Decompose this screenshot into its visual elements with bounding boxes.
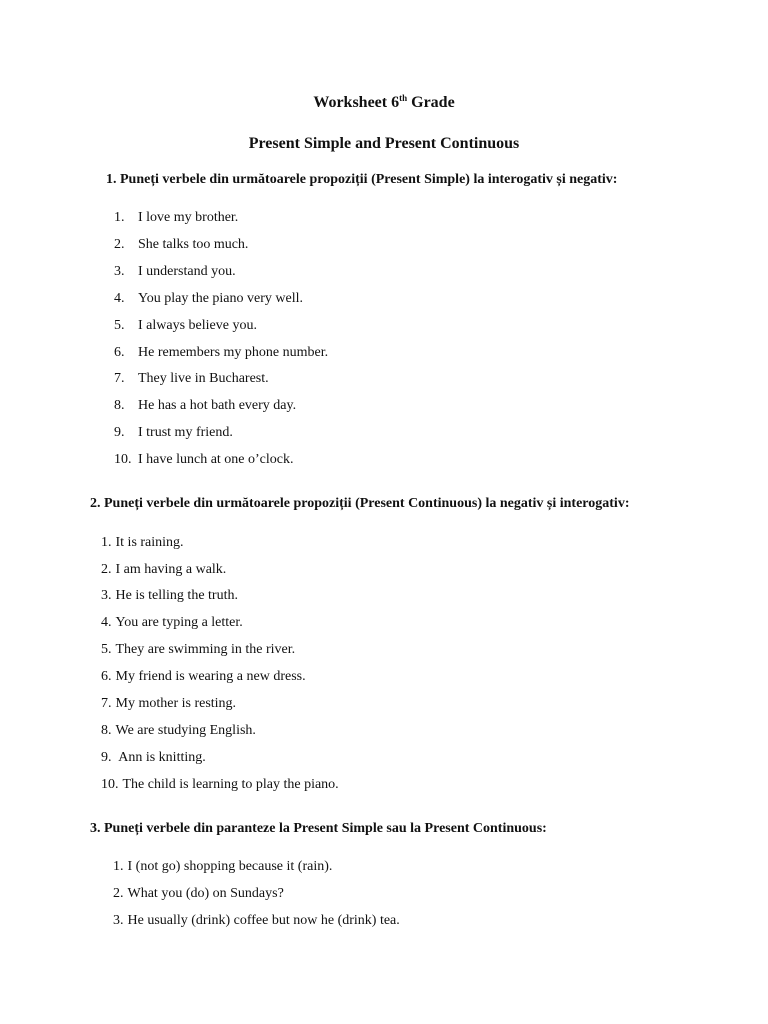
item-number: 5.	[114, 318, 125, 333]
list-item	[101, 722, 256, 740]
item-number: 4.	[101, 615, 112, 630]
list-item	[114, 317, 257, 335]
item-text: Ann is knitting.	[115, 750, 206, 765]
list-item	[101, 561, 226, 579]
section-1-heading: 1. Puneți verbele din următoarele propoziții (Present Simple) la interogativ și negativ:	[106, 172, 618, 187]
item-text: He remembers my phone number.	[138, 345, 329, 360]
item-text: I have lunch at one o’clock.	[138, 452, 294, 467]
item-number: 10.	[114, 452, 132, 467]
item-number: 8.	[114, 398, 125, 413]
item-number: 7.	[101, 696, 112, 711]
item-number: 1.	[113, 859, 124, 874]
section-2-heading: 2. Puneți verbele din următoarele propoziții (Present Continuous) la negativ și interogativ:	[90, 496, 630, 511]
item-text: I (not go) shopping because it (rain).	[127, 859, 333, 874]
section-3-heading: 3. Puneți verbele din paranteze la Present Simple sau la Present Continuous:	[90, 821, 547, 836]
list-item	[101, 776, 339, 794]
list-item	[113, 858, 332, 876]
item-number: 3.	[114, 264, 125, 279]
list-item	[114, 263, 236, 281]
item-number: 2.	[101, 562, 112, 577]
list-item	[113, 885, 284, 903]
item-number: 9.	[114, 425, 125, 440]
item-text: I understand you.	[138, 264, 236, 279]
item-number: 6.	[101, 669, 112, 684]
item-text: They are swimming in the river.	[115, 642, 296, 657]
title-tail: Grade	[407, 94, 455, 111]
item-number: 4.	[114, 291, 125, 306]
item-number: 1.	[101, 535, 112, 550]
item-number: 2.	[113, 886, 124, 901]
worksheet-title	[0, 93, 768, 113]
item-text: The child is learning to play the piano.	[122, 777, 339, 792]
item-text: I trust my friend.	[138, 425, 233, 440]
item-text: My mother is resting.	[115, 696, 237, 711]
list-item	[101, 614, 243, 632]
list-item	[114, 209, 238, 227]
list-item	[114, 344, 328, 362]
item-number: 10.	[101, 777, 119, 792]
item-text: My friend is wearing a new dress.	[115, 669, 306, 684]
title-main: Worksheet 6	[313, 94, 400, 111]
item-number: 6.	[114, 345, 125, 360]
item-text: He has a hot bath every day.	[138, 398, 297, 413]
item-text: What you (do) on Sundays?	[127, 886, 284, 901]
item-text: He is telling the truth.	[115, 588, 238, 603]
item-number: 9.	[101, 750, 112, 765]
item-text: He usually (drink) coffee but now he (drink) tea.	[127, 913, 400, 928]
list-item	[114, 424, 233, 442]
worksheet-subtitle: Present Simple and Present Continuous	[248, 135, 520, 152]
list-item	[101, 749, 206, 767]
list-item	[114, 236, 248, 254]
list-item	[114, 370, 269, 388]
item-text: I always believe you.	[138, 318, 257, 333]
item-number: 3.	[101, 588, 112, 603]
item-text: It is raining.	[115, 535, 184, 550]
item-text: We are studying English.	[115, 723, 256, 738]
list-item	[101, 668, 306, 686]
list-item	[101, 587, 238, 605]
item-text: She talks too much.	[138, 237, 249, 252]
item-text: I love my brother.	[138, 210, 239, 225]
item-text: You play the piano very well.	[138, 291, 303, 306]
item-number: 8.	[101, 723, 112, 738]
item-text: You are typing a letter.	[115, 615, 243, 630]
list-item	[113, 912, 400, 930]
item-text: I am having a walk.	[115, 562, 227, 577]
list-item	[101, 641, 295, 659]
list-item	[101, 695, 236, 713]
title-superscript: th	[399, 93, 408, 103]
item-number: 2.	[114, 237, 125, 252]
list-item	[114, 451, 294, 469]
item-number: 3.	[113, 913, 124, 928]
item-text: They live in Bucharest.	[138, 371, 269, 386]
item-number: 5.	[101, 642, 112, 657]
list-item	[114, 397, 296, 415]
item-number: 1.	[114, 210, 125, 225]
item-number: 7.	[114, 371, 125, 386]
list-item	[101, 534, 184, 552]
list-item	[114, 290, 303, 308]
